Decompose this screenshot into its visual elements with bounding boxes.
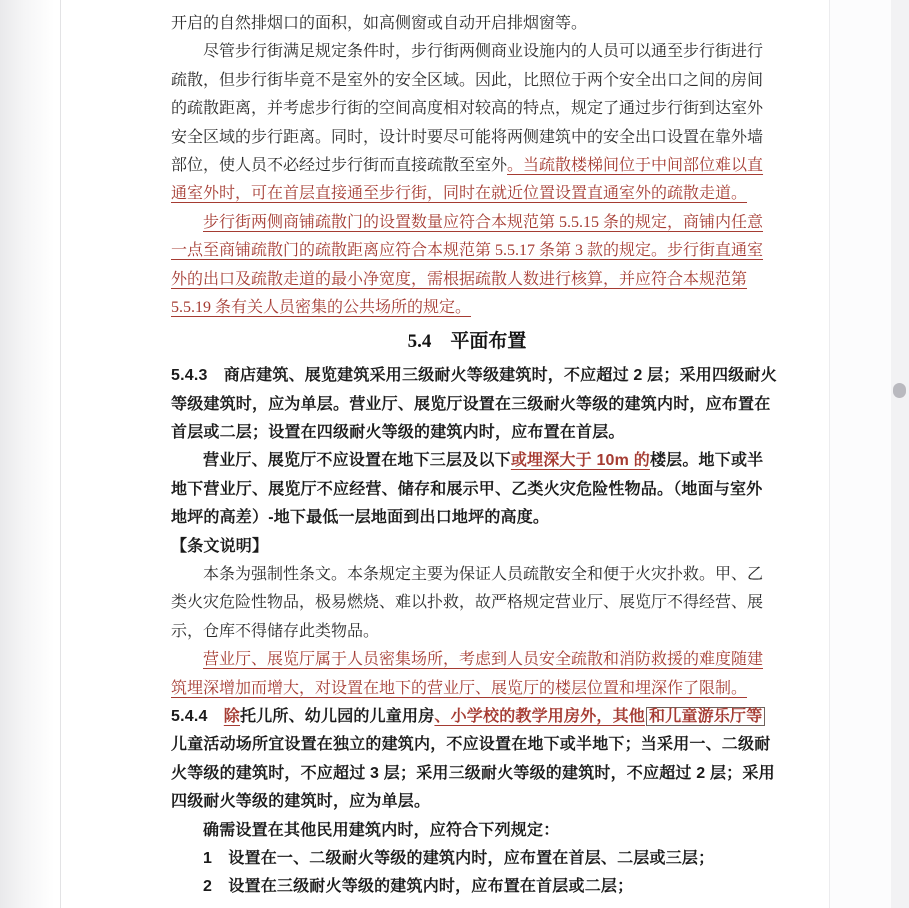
text-line bbox=[171, 38, 763, 66]
body-text: 开启的自然排烟口的面积，如高侧窗或自动开启排烟窗等。 bbox=[171, 15, 588, 32]
text-line bbox=[171, 10, 763, 38]
body-text: 安全区域的步行距离。同时，设计时要尽可能将两侧建筑中的安全出口设置在靠外墙 bbox=[171, 128, 764, 146]
body-text: 首层或二层；设置在四级耐火等级的建筑内时，应布置在首层。 bbox=[171, 424, 625, 442]
text-line bbox=[171, 362, 777, 390]
text-line bbox=[171, 447, 763, 475]
text-line bbox=[171, 731, 771, 759]
body-text: 尽管步行街满足规定条件时，步行街两侧商业设施内的人员可以通至步行街进行 bbox=[203, 43, 764, 61]
body-text: 托儿所、幼儿园的儿童用房 bbox=[240, 707, 435, 725]
body-text: 本条为强制性条文。本条规定主要为保证人员疏散安全和便于火灾扑救。甲、乙 bbox=[203, 566, 764, 584]
text-line bbox=[171, 618, 763, 646]
text-line bbox=[171, 294, 763, 322]
body-text: 部位，使人员不必经过步行街而直接疏散至室外 bbox=[171, 156, 508, 174]
text-line bbox=[171, 845, 763, 873]
body-text: 火等级的建筑时，不应超过 3 层；采用三级耐火等级的建筑时，不应超过 2 层；采用 bbox=[171, 764, 775, 782]
revision-inserted-text: 、小学校的教学用房外，其他 bbox=[434, 707, 646, 725]
body-text: 确需设置在其他民用建筑内时，应符合下列规定： bbox=[203, 821, 560, 839]
text-line bbox=[171, 760, 775, 788]
revision-inserted-text: 。当疏散楼梯间位于中间部位难以直 bbox=[507, 156, 764, 174]
body-text: 儿童活动场所宜设置在独立的建筑内，不应设置在地下或半地下；当采用一、二级耐 bbox=[171, 736, 771, 754]
text-line bbox=[171, 788, 763, 816]
left-gutter bbox=[0, 0, 60, 908]
body-text: 楼层。地下或半 bbox=[649, 452, 764, 470]
text-line bbox=[171, 561, 763, 589]
body-text: 等级建筑时，应为单层。营业厅、展览厅设置在三级耐火等级的建筑内时，应布置在 bbox=[171, 395, 771, 413]
text-line bbox=[171, 675, 763, 703]
text-line bbox=[171, 67, 763, 95]
text-line bbox=[171, 95, 763, 123]
text-line bbox=[171, 152, 763, 180]
text-line bbox=[171, 703, 763, 731]
revision-inserted-text: 一点至商铺疏散门的疏散距离应符合本规范第 5.5.17 条第 3 款的规定。步行街直通室 bbox=[171, 242, 764, 260]
body-text: 地坪的高差）-地下最低一层地面到出口地坪的高度。 bbox=[171, 509, 550, 527]
text-line bbox=[171, 391, 771, 419]
revision-inserted-text: 营业厅、展览厅属于人员密集场所，考虑到人员安全疏散和消防救援的难度随建 bbox=[203, 651, 764, 669]
scrollbar-track[interactable] bbox=[891, 0, 909, 908]
revision-inserted-text: 筑埋深增加而增大，对设置在地下的营业厅、展览厅的楼层位置和埋深作了限制。 bbox=[171, 679, 748, 697]
text-line bbox=[171, 476, 763, 504]
text-line bbox=[171, 817, 763, 845]
revision-inserted-text: 通室外时，可在首层直接通至步行街，同时在就近位置设置直通室外的疏散走道。 bbox=[171, 185, 748, 203]
body-text: 示，仓库不得储存此类物品。 bbox=[171, 622, 380, 640]
document-lines bbox=[171, 10, 777, 902]
document-page bbox=[60, 0, 830, 908]
text-line bbox=[171, 419, 763, 447]
revision-inserted-text: 除 bbox=[223, 707, 240, 725]
body-text: 地下营业厅、展览厅不应经营、储存和展示甲、乙类火灾危险性物品。（地面与室外 bbox=[171, 480, 763, 498]
revision-inserted-text: 或埋深大于 10m 的 bbox=[510, 452, 650, 470]
scrollbar-thumb[interactable] bbox=[893, 383, 906, 398]
text-line bbox=[171, 533, 763, 561]
revision-inserted-text: 外的出口及疏散走道的最小净宽度，需根据疏散人数进行核算，并应符合本规范第 bbox=[171, 270, 748, 288]
boxed-deleted-text: 和儿童游乐厅等 bbox=[646, 707, 765, 726]
text-line bbox=[171, 180, 763, 208]
text-line bbox=[171, 646, 763, 674]
body-text: 5.4 平面布置 bbox=[407, 331, 527, 353]
body-text: 2 设置在三级耐火等级的建筑内时，应布置在首层或二层； bbox=[203, 878, 634, 896]
body-text: 1 设置在一、二级耐火等级的建筑内时，应布置在首层、二层或三层； bbox=[203, 849, 715, 867]
body-text: 5.4.4 bbox=[171, 707, 224, 725]
text-line bbox=[171, 237, 763, 265]
text-line bbox=[171, 589, 763, 617]
text-line bbox=[171, 124, 763, 152]
body-text: 【条文说明】 bbox=[171, 537, 269, 555]
body-text: 营业厅、展览厅不应设置在地下三层及以下 bbox=[203, 452, 511, 470]
section-heading bbox=[171, 322, 763, 362]
page-right-margin bbox=[830, 0, 891, 908]
text-line bbox=[171, 209, 763, 237]
text-line bbox=[171, 873, 763, 901]
text-line bbox=[171, 504, 763, 532]
revision-inserted-text: 步行街两侧商铺疏散门的设置数量应符合本规范第 5.5.15 条的规定，商铺内任意 bbox=[203, 213, 764, 231]
body-text: 类火灾危险性物品，极易燃烧、难以扑救，故严格规定营业厅、展览厅不得经营、展 bbox=[171, 594, 764, 612]
text-line bbox=[171, 266, 763, 294]
body-text: 5.4.3 商店建筑、展览建筑采用三级耐火等级建筑时，不应超过 2 层；采用四级耐火 bbox=[171, 367, 777, 385]
revision-inserted-text: 5.5.19 条有关人员密集的公共场所的规定。 bbox=[171, 298, 472, 316]
body-text: 的疏散距离，并考虑步行街的空间高度相对较高的特点，规定了通过步行街到达室外 bbox=[171, 100, 764, 118]
body-text: 疏散，但步行街毕竟不是室外的安全区域。因此，比照位于两个安全出口之间的房间 bbox=[171, 71, 764, 89]
body-text: 四级耐火等级的建筑时，应为单层。 bbox=[171, 793, 431, 811]
